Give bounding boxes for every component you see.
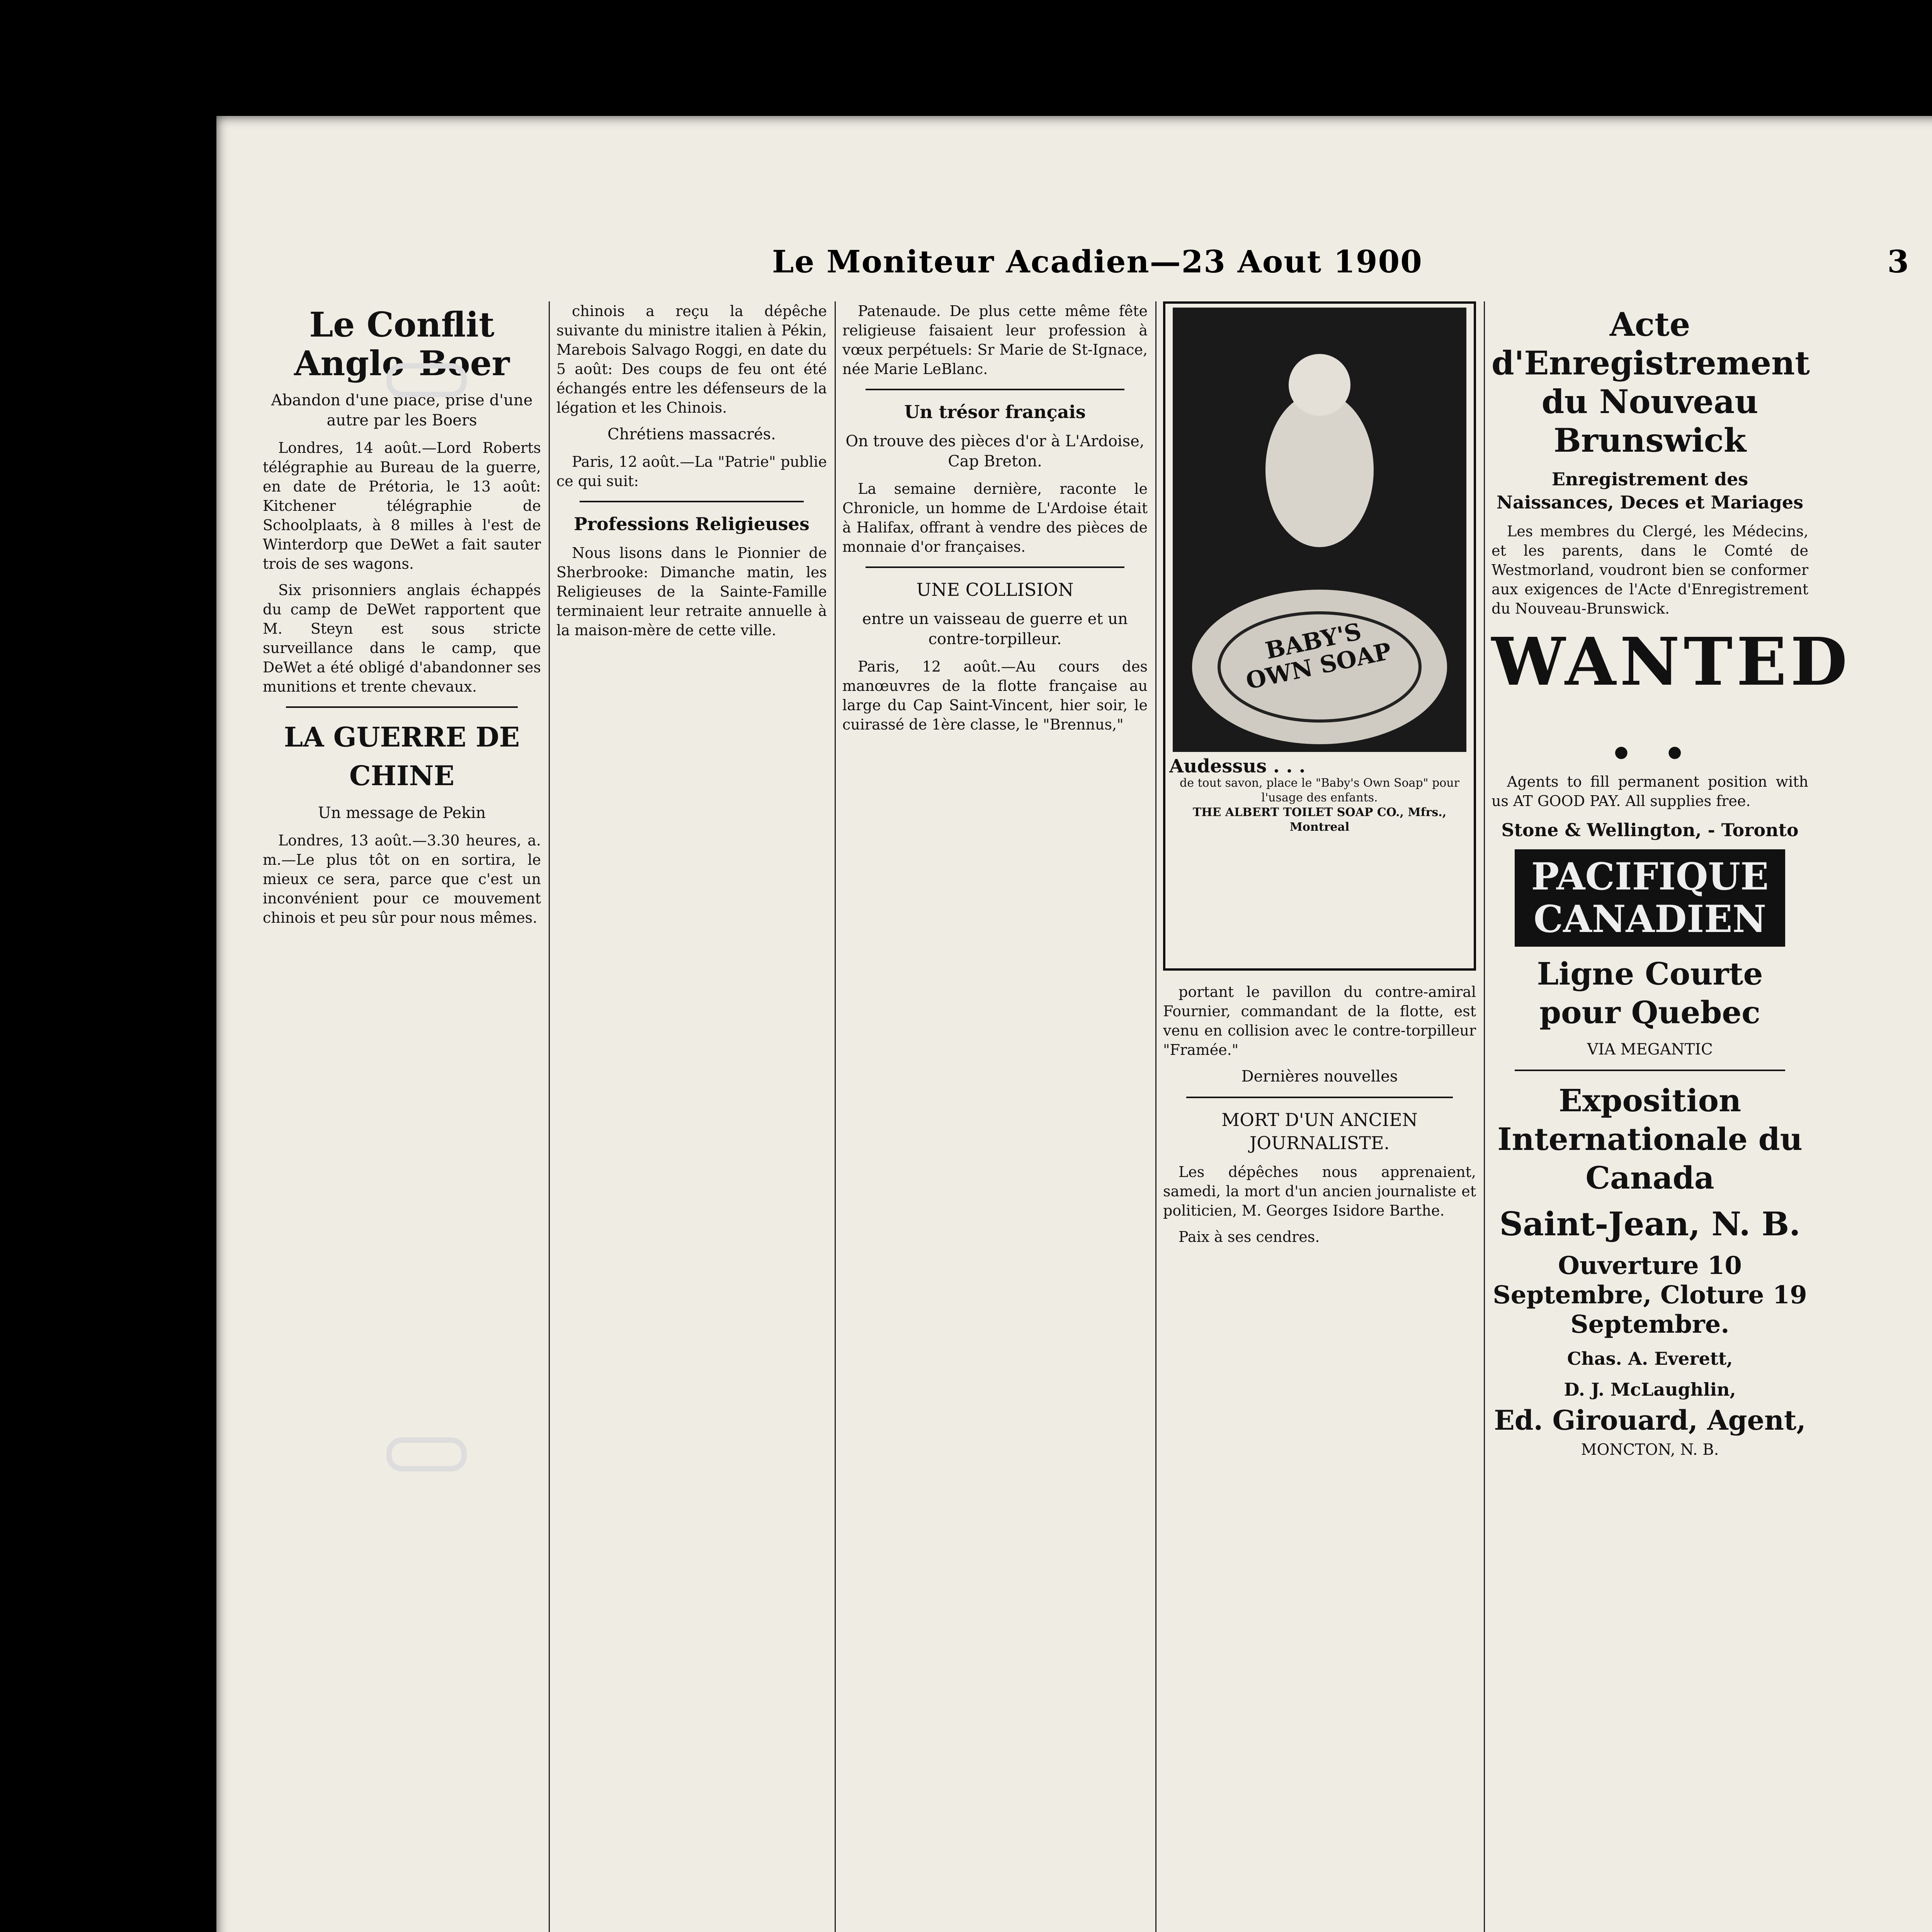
masthead: Le Moniteur Acadien—23 Aout 1900 (772, 243, 1423, 280)
wanted-heading: WANTED . . (1492, 623, 1851, 774)
column-rule (1155, 301, 1156, 1932)
divider (1515, 1070, 1785, 1071)
ad-heading: Audessus . . . (1169, 755, 1306, 777)
column-3 (842, 301, 1148, 1932)
divider (866, 389, 1124, 390)
paragraph: La semaine dernière, raconte le Chronicle, un homme de L'Ardoise était à Halifax, offrant à vendre des pièces de monnaie d'or françaises. (842, 480, 1148, 555)
divider (866, 566, 1124, 568)
paragraph: Paris, 12 août.—La "Patrie" publie ce qui suit: (556, 453, 827, 490)
page-number: 3 (1887, 243, 1909, 280)
headline: UNE COLLISION (916, 579, 1074, 600)
ad-text: de tout savon, place le "Baby's Own Soap" pour l'usage des enfants. (1179, 776, 1460, 804)
agent-name: Ed. Girouard, Agent, (1494, 1404, 1806, 1436)
column-5 (1492, 301, 1851, 1932)
paragraph: Les dépêches nous apprenaient, samedi, la mort d'un ancien journaliste et politicien, M. Georges Isidore Barthe. (1163, 1163, 1476, 1219)
paragraph: Six prisonniers anglais échappés du camp de DeWet rapportent que M. Steyn est sous stricte surveillance dans le camp, que DeWet a été obligé d'abandonner ses munitions et trente chevaux. (263, 582, 541, 695)
newspaper-page (216, 116, 1932, 1932)
column-2 (556, 301, 827, 1932)
column-1 (263, 301, 541, 1932)
headline: LA GUERRE DE CHINE (284, 721, 520, 792)
paragraph: Patenaude. De plus cette même fête religieuse faisaient leur profession à vœux perpétuels: Sr Marie de St-Ignace, née Marie LeBlanc. (842, 303, 1148, 378)
subheadline: entre un vaisseau de guerre et un contre-torpilleur. (862, 610, 1128, 648)
baby-illustration-icon (1173, 308, 1466, 752)
subheadline: VIA MEGANTIC (1587, 1041, 1713, 1058)
column-rule (835, 301, 836, 1932)
dates: Ouverture 10 Septembre, Cloture 19 Septembre. (1493, 1251, 1807, 1339)
paragraph: chinois a reçu la dépêche suivante du ministre italien à Pékin, Marebois Salvago Roggi, en date du 5 août: Des coups de feu ont été échangés entre les défenseurs de la légation et les Chinois. (556, 303, 827, 416)
column-rule (1484, 301, 1485, 1932)
divider (1186, 1097, 1453, 1098)
soap-brand: BABY'S OWN SOAP (1243, 618, 1394, 695)
soap-advertisement (1163, 301, 1476, 971)
paragraph: Paris, 12 août.—Au cours des manœuvres de la flotte française au large du Cap Saint-Vincent, hier soir, le cuirassé de 1ère classe, le "Brennus," (842, 658, 1148, 733)
signature: D. J. McLaughlin, (1564, 1379, 1736, 1400)
headline: Saint-Jean, N. B. (1499, 1205, 1801, 1243)
binding-ring (386, 1437, 467, 1471)
headline: Le Conflit Anglo-Boer (294, 304, 510, 383)
subheadline: Enregistrement des Naissances, Deces et Mariages (1496, 469, 1804, 513)
pacifique-banner (1515, 849, 1785, 947)
paragraph: Les membres du Clergé, les Médecins, et les parents, dans le Comté de Westmorland, voudront bien se conformer aux exigences de l'Acte d'Enregistrement du Nouveau-Brunswick. (1492, 523, 1808, 617)
headline: Ligne Courte pour Quebec (1537, 956, 1763, 1031)
banner-line: PACIFIQUE (1531, 855, 1769, 898)
subheadline: Dernières nouvelles (1241, 1068, 1398, 1085)
paragraph: Londres, 14 août.—Lord Roberts télégraphie au Bureau de la guerre, en date de Prétoria, le 13 août: Kitchener télégraphie de Schoolplaats, à 8 milles à l'est de Winterdorp que DeWet a fait sauter trois de ses wagons. (263, 439, 541, 572)
paragraph: Paix à ses cendres. (1179, 1228, 1320, 1245)
headline: Acte d'Enregistrement du Nouveau Brunswick (1492, 305, 1810, 459)
ad-footer: THE ALBERT TOILET SOAP CO., Mfrs., Montreal (1192, 806, 1447, 834)
binding-ring (386, 363, 467, 397)
agent-location: MONCTON, N. B. (1581, 1441, 1719, 1459)
divider (580, 501, 804, 502)
column-rule (549, 301, 550, 1932)
paragraph: portant le pavillon du contre-amiral Fournier, commandant de la flotte, est venu en collision avec le contre-torpilleur "Framée." (1163, 983, 1476, 1058)
divider (286, 706, 518, 708)
company-name: Stone & Wellington, - Toronto (1501, 820, 1799, 840)
subheadline: Abandon d'une place, prise d'une autre par les Boers (271, 391, 533, 429)
paragraph: Londres, 13 août.—3.30 heures, a. m.—Le plus tôt on en sortira, le mieux ce sera, parce que c'est un inconvénient pour ce mouvement chinois et peu sûr pour nous mêmes. (263, 832, 541, 926)
signature: Chas. A. Everett, (1567, 1348, 1733, 1369)
headline: Un trésor français (904, 401, 1086, 422)
column-4 (1163, 301, 1476, 1932)
paragraph: Nous lisons dans le Pionnier de Sherbrooke: Dimanche matin, les Religieuses de la Sainte-Famille terminaient leur retraite annuelle à la maison-mère de cette ville. (556, 544, 827, 639)
subheadline: On trouve des pièces d'or à L'Ardoise, Cap Breton. (845, 432, 1145, 470)
subheadline: Un message de Pekin (318, 804, 486, 822)
headline: Exposition Internationale du Canada (1497, 1082, 1803, 1196)
subheadline: Chrétiens massacrés. (607, 425, 776, 443)
banner-line: CANADIEN (1533, 897, 1767, 941)
paragraph: Agents to fill permanent position with us AT GOOD PAY. All supplies free. (1492, 773, 1808, 810)
headline: Professions Religieuses (574, 514, 810, 534)
headline: MORT D'UN ANCIEN JOURNALISTE. (1221, 1109, 1418, 1153)
